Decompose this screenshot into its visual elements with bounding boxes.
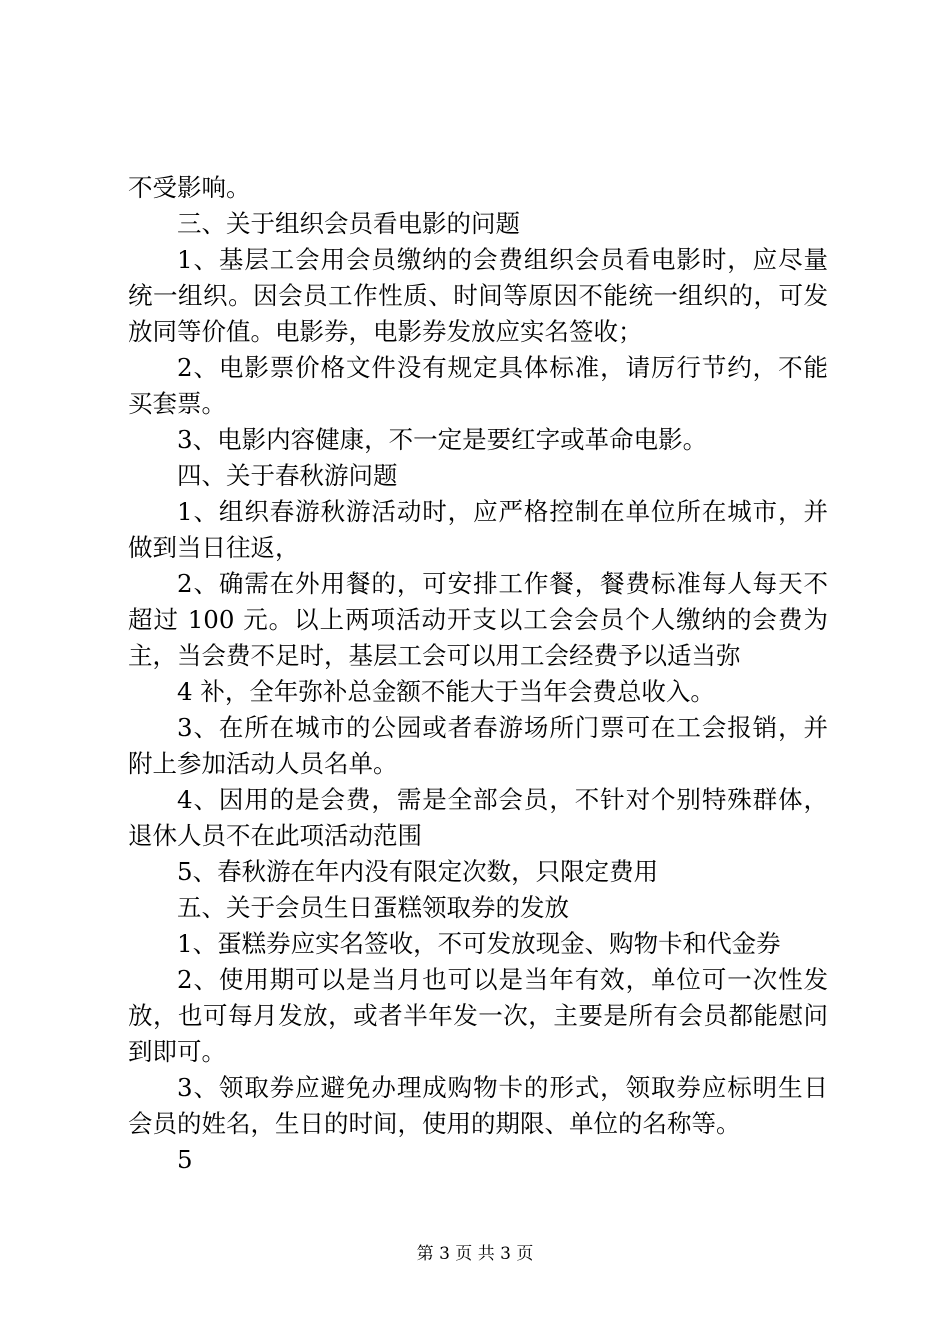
paragraph-birthday-1: 1、蛋糕券应实名签收，不可发放现金、购物卡和代金券: [177, 929, 781, 958]
paragraph-trailing-number: 5: [177, 1145, 193, 1174]
section-heading-birthday: 五、关于会员生日蛋糕领取券的发放: [177, 893, 569, 922]
paragraph-outings-2-cont: 4 补，全年弥补总金额不能大于当年会费总收入。: [177, 677, 715, 706]
paragraph-outings-4: 4、因用的是会费，需是全部会员，不针对个别特殊群体，退休人员不在此项活动范围: [128, 785, 828, 850]
paragraph-birthday-3: 3、领取券应避免办理成购物卡的形式，领取券应标明生日会员的姓名，生日的时间，使用的期限、单位的名称等。: [128, 1073, 828, 1138]
paragraph-movies-1: 1、基层工会用会员缴纳的会费组织会员看电影时，应尽量统一组织。因会员工作性质、时间等原因不能统一组织的，可发放同等价值。电影券，电影券发放应实名签收；: [128, 245, 828, 346]
paragraph-outings-3: 3、在所在城市的公园或者春游场所门票可在工会报销，并附上参加活动人员名单。: [128, 713, 828, 778]
section-heading-outings: 四、关于春秋游问题: [177, 461, 398, 490]
paragraph-birthday-2: 2、使用期可以是当月也可以是当年有效，单位可一次性发放，也可每月发放，或者半年发一次，主要是所有会员都能慰问到即可。: [128, 965, 828, 1066]
paragraph-movies-3: 3、电影内容健康，不一定是要红字或革命电影。: [177, 425, 708, 454]
paragraph-outings-1: 1、组织春游秋游活动时，应严格控制在单位所在城市，并做到当日往返，: [128, 497, 828, 562]
paragraph-outings-2: 2、确需在外用餐的，可安排工作餐，餐费标准每人每天不超过 100 元。以上两项活动开支以工会会员个人缴纳的会费为主，当会费不足时，基层工会可以用工会经费予以适当弥: [128, 569, 828, 670]
page-footer: [0, 1243, 950, 1265]
section-heading-movies: 三、关于组织会员看电影的问题: [177, 209, 520, 238]
page-number-label: 第 3 页 共 3 页: [416, 1244, 534, 1264]
paragraph-movies-2: 2、电影票价格文件没有规定具体标准，请厉行节约，不能买套票。: [128, 353, 828, 418]
paragraph-continuation: 不受影响。: [128, 173, 251, 202]
document-body: [128, 170, 828, 1178]
paragraph-outings-5: 5、春秋游在年内没有限定次数，只限定费用: [177, 857, 659, 886]
